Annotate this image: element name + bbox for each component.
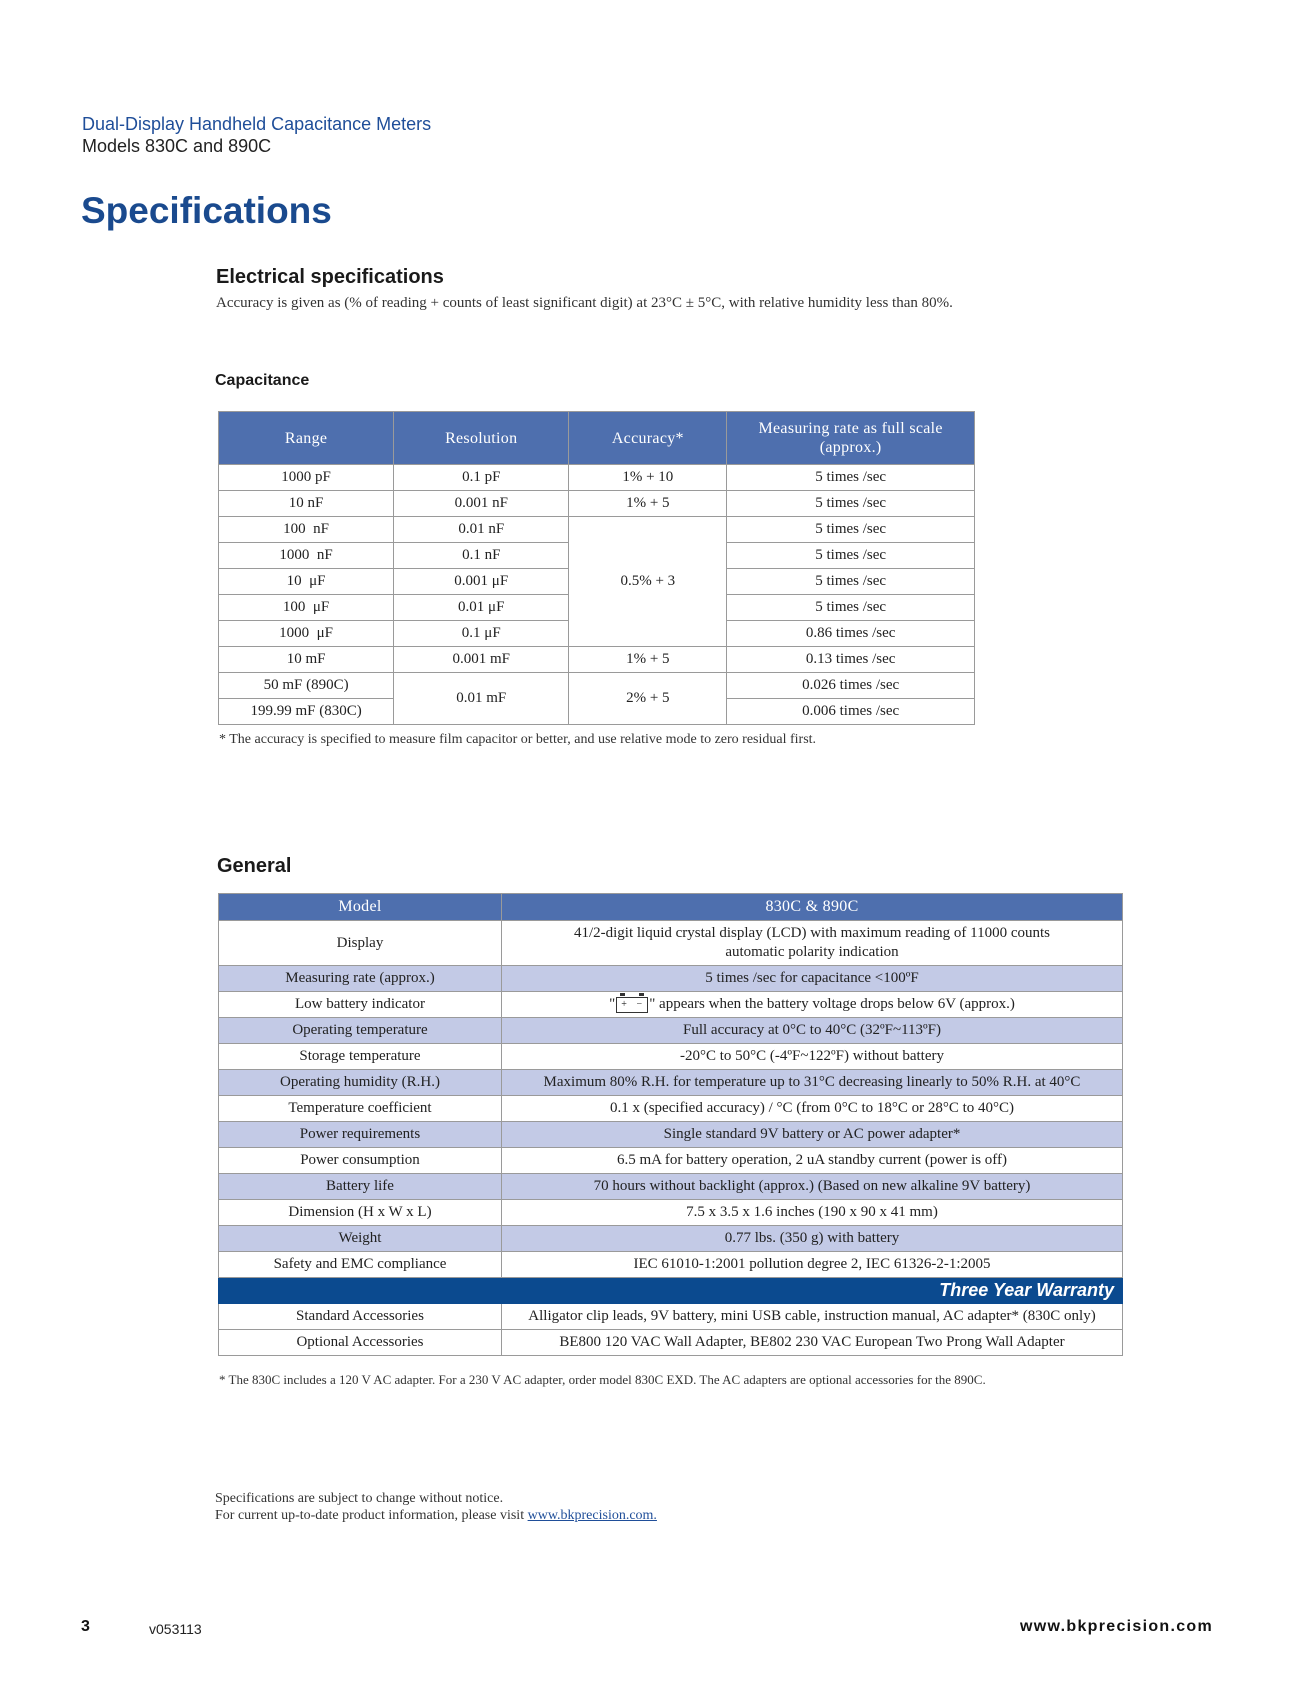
table-row: [219, 992, 1123, 1018]
range-cell: 1000 nF: [219, 543, 394, 569]
resolution-cell: 0.001 mF: [394, 647, 569, 673]
spec-value: [502, 921, 1123, 966]
document-series-title: Dual-Display Handheld Capacitance Meters: [82, 114, 432, 134]
spec-label: Operating humidity (R.H.): [219, 1070, 502, 1096]
display-spec-line2: automatic polarity indication: [725, 944, 899, 960]
col-header-models-value: 830C & 890C: [502, 894, 1123, 921]
resolution-cell: 0.1 nF: [394, 543, 569, 569]
rate-cell: 5 times /sec: [727, 491, 975, 517]
table-row: [219, 1330, 1123, 1356]
table-row: [219, 1044, 1123, 1070]
table-row: [219, 465, 975, 491]
rate-cell: 0.026 times /sec: [727, 673, 975, 699]
spec-label: Weight: [219, 1226, 502, 1252]
spec-value: Alligator clip leads, 9V battery, mini USB cable, instruction manual, AC adapter* (830C only): [502, 1304, 1123, 1330]
spec-label: Measuring rate (approx.): [219, 966, 502, 992]
accuracy-cell: 1% + 5: [569, 647, 727, 673]
col-header-model: Model: [219, 894, 502, 921]
table-row: [219, 673, 975, 699]
resolution-cell: 0.01 nF: [394, 517, 569, 543]
spec-label: Display: [219, 921, 502, 966]
accuracy-cell: 0.5% + 3: [569, 517, 727, 647]
display-spec-line1: 41/2-digit liquid crystal display (LCD) with maximum reading of 11000 counts: [573, 925, 1051, 941]
spec-label: Operating temperature: [219, 1018, 502, 1044]
warranty-row: [219, 1278, 1123, 1304]
rate-cell: 5 times /sec: [727, 595, 975, 621]
spec-label: Battery life: [219, 1174, 502, 1200]
general-specs-table: [218, 893, 1123, 1356]
spec-value: Maximum 80% R.H. for temperature up to 31°C decreasing linearly to 50% R.H. at 40°C: [502, 1070, 1123, 1096]
table-row: [219, 491, 975, 517]
col-header-range: Range: [219, 412, 394, 465]
col-header-measuring-rate: [727, 412, 975, 465]
version-code: v053113: [149, 1621, 202, 1637]
spec-label: Optional Accessories: [219, 1330, 502, 1356]
table-row: [219, 966, 1123, 992]
table-row: [219, 1122, 1123, 1148]
battery-icon: + −: [616, 997, 648, 1013]
spec-label: Low battery indicator: [219, 992, 502, 1018]
range-cell: 50 mF (890C): [219, 673, 394, 699]
battery-indicator-quote-open: ": [609, 996, 616, 1012]
page-number: 3: [81, 1618, 90, 1635]
table-row: [219, 1304, 1123, 1330]
range-cell: 100 μF: [219, 595, 394, 621]
spec-value: 7.5 x 3.5 x 1.6 inches (190 x 90 x 41 mm): [502, 1200, 1123, 1226]
col-header-resolution: Resolution: [394, 412, 569, 465]
accuracy-cell: 2% + 5: [569, 673, 727, 725]
spec-label: Power requirements: [219, 1122, 502, 1148]
general-footnote: * The 830C includes a 120 V AC adapter. For a 230 V AC adapter, order model 830C EXD. The AC adapters are optional accessories for the 890C.: [219, 1372, 986, 1387]
spec-value: -20°C to 50°C (-4ºF~122ºF) without battery: [502, 1044, 1123, 1070]
spec-label: Standard Accessories: [219, 1304, 502, 1330]
capacitance-header-row: [219, 412, 975, 465]
spec-value: 5 times /sec for capacitance <100ºF: [502, 966, 1123, 992]
battery-indicator-text: " appears when the battery voltage drops below 6V (approx.): [649, 996, 1015, 1012]
range-cell: 100 nF: [219, 517, 394, 543]
resolution-cell: 0.001 nF: [394, 491, 569, 517]
range-cell: 1000 pF: [219, 465, 394, 491]
resolution-cell: 0.01 mF: [394, 673, 569, 725]
range-cell: 10 mF: [219, 647, 394, 673]
measuring-rate-header-line1: Measuring rate as full scale: [758, 420, 943, 437]
spec-value: [502, 992, 1123, 1018]
rate-cell: 0.006 times /sec: [727, 699, 975, 725]
table-row: [219, 1200, 1123, 1226]
table-row: [219, 1252, 1123, 1278]
range-cell: 1000 μF: [219, 621, 394, 647]
table-row: [219, 1174, 1123, 1200]
footer-website: www.bkprecision.com: [1020, 1618, 1214, 1635]
rate-cell: 5 times /sec: [727, 569, 975, 595]
table-row: [219, 1226, 1123, 1252]
spec-label: Temperature coefficient: [219, 1096, 502, 1122]
spec-label: Safety and EMC compliance: [219, 1252, 502, 1278]
table-row: [219, 1018, 1123, 1044]
spec-value: Single standard 9V battery or AC power adapter*: [502, 1122, 1123, 1148]
general-section-title: General: [217, 855, 292, 877]
spec-label: Storage temperature: [219, 1044, 502, 1070]
spec-value: IEC 61010-1:2001 pollution degree 2, IEC 61326-2-1:2005: [502, 1252, 1123, 1278]
resolution-cell: 0.001 μF: [394, 569, 569, 595]
spec-value: 0.1 x (specified accuracy) / °C (from 0°C to 18°C or 28°C to 40°C): [502, 1096, 1123, 1122]
resolution-cell: 0.01 μF: [394, 595, 569, 621]
rate-cell: 5 times /sec: [727, 465, 975, 491]
electrical-section-title: Electrical specifications: [216, 266, 444, 288]
page-title: Specifications: [81, 190, 332, 231]
capacitance-table: [218, 411, 975, 725]
range-cell: 10 nF: [219, 491, 394, 517]
change-notice: Specifications are subject to change without notice.: [215, 1491, 504, 1506]
range-cell: 10 μF: [219, 569, 394, 595]
electrical-intro-text: Accuracy is given as (% of reading + counts of least significant digit) at 23°C ± 5°C, with relative humidity less than 80%.: [216, 295, 953, 311]
table-row: [219, 517, 975, 543]
bkprecision-link[interactable]: www.bkprecision.com.: [527, 1508, 657, 1523]
table-row: [219, 647, 975, 673]
spec-value: 6.5 mA for battery operation, 2 uA standby current (power is off): [502, 1148, 1123, 1174]
resolution-cell: 0.1 pF: [394, 465, 569, 491]
resolution-cell: 0.1 μF: [394, 621, 569, 647]
table-row: [219, 1096, 1123, 1122]
accuracy-cell: 1% + 5: [569, 491, 727, 517]
general-header-row: [219, 894, 1123, 921]
table-row: [219, 1070, 1123, 1096]
rate-cell: 0.13 times /sec: [727, 647, 975, 673]
spec-value: 0.77 lbs. (350 g) with battery: [502, 1226, 1123, 1252]
document-models-subtitle: Models 830C and 890C: [82, 136, 272, 156]
spec-value: BE800 120 VAC Wall Adapter, BE802 230 VAC European Two Prong Wall Adapter: [502, 1330, 1123, 1356]
capacitance-label: Capacitance: [215, 372, 310, 389]
spec-label: Power consumption: [219, 1148, 502, 1174]
capacitance-footnote: * The accuracy is specified to measure film capacitor or better, and use relative mode to zero residual first.: [219, 732, 817, 747]
measuring-rate-header-line2: (approx.): [819, 439, 882, 456]
col-header-accuracy: Accuracy*: [569, 412, 727, 465]
accuracy-cell: 1% + 10: [569, 465, 727, 491]
rate-cell: 5 times /sec: [727, 543, 975, 569]
rate-cell: 0.86 times /sec: [727, 621, 975, 647]
rate-cell: 5 times /sec: [727, 517, 975, 543]
range-cell: 199.99 mF (830C): [219, 699, 394, 725]
product-info-notice: [215, 1508, 657, 1524]
table-row: [219, 1148, 1123, 1174]
warranty-banner: Three Year Warranty: [219, 1278, 1123, 1304]
spec-value: Full accuracy at 0°C to 40°C (32ºF~113ºF): [502, 1018, 1123, 1044]
table-row: [219, 921, 1123, 966]
spec-label: Dimension (H x W x L): [219, 1200, 502, 1226]
spec-value: 70 hours without backlight (approx.) (Based on new alkaline 9V battery): [502, 1174, 1123, 1200]
product-info-text: For current up-to-date product information, please visit: [215, 1508, 528, 1523]
